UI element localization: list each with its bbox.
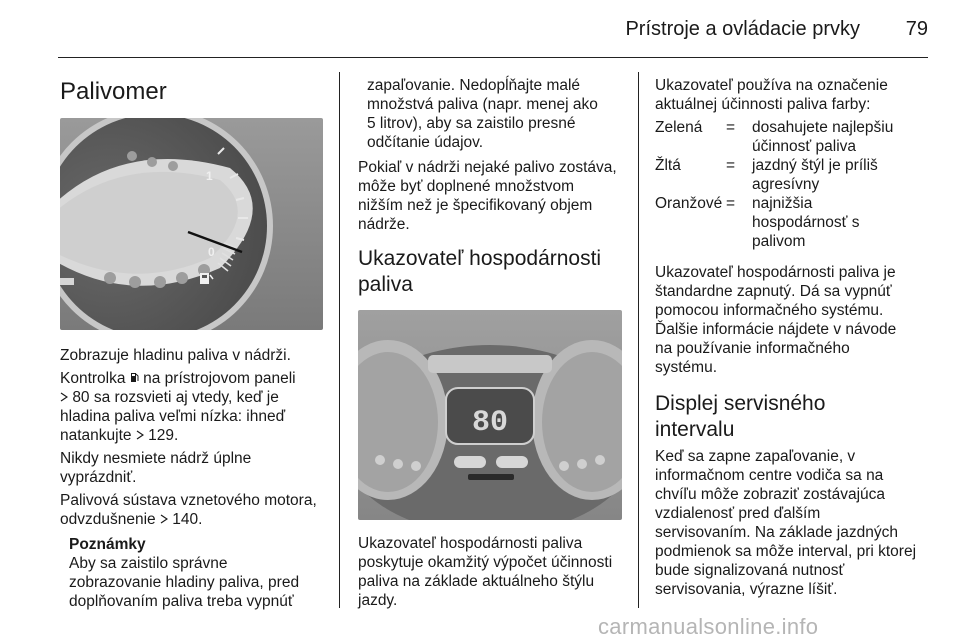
paragraph: Pokiaľ v nádrži nejaké palivo zostáva, môže byť doplnené množstvom nižším než je špecifikovaný objem nádrže. <box>358 159 617 233</box>
fuel-gauge-image <box>60 118 323 330</box>
column-1 <box>60 72 325 611</box>
color-definition-row: Zelená = dosahujete najlepšiu účinnosť paliva <box>655 119 894 155</box>
section-heading-fuel-economy: Ukazovateľ hospodárnosti paliva <box>358 247 602 296</box>
reference-arrow-icon <box>136 426 144 445</box>
paragraph: Ukazovateľ hospodárnosti paliva poskytuje okamžitý výpočet účinnosti paliva na základe aktuálneho štýlu jazdy. <box>358 535 613 609</box>
page-number: 79 <box>905 18 928 40</box>
column-3 <box>655 72 925 599</box>
gauge-full-mark: 1 <box>206 169 213 183</box>
note-box: Poznámky Aby sa zaistilo správne zobrazovanie hladiny paliva, pred doplňovaním paliva treba vypnúť <box>60 535 325 611</box>
color-definition-list <box>655 118 925 251</box>
display-digits: 80 <box>472 406 509 440</box>
section-heading-fuel-gauge: Palivomer <box>60 78 167 105</box>
paragraph: Nikdy nesmiete nádrž úplne vyprázdniť. <box>60 450 252 486</box>
paragraph: Kontrolka na prístrojovom paneli 80 sa rozsvieti aj vtedy, keď je hladina paliva veľmi nízka: ihneď natankujte 129. <box>60 370 296 444</box>
paragraph: Palivová sústava vznetového motora, odvzdušnenie 140. <box>60 492 317 528</box>
paragraph: Ukazovateľ hospodárnosti paliva je štandardne zapnutý. Dá sa vypnúť pomocou informačného systému. Ďalšie informácie nájdete v návode na používanie informačného systému. <box>655 264 897 376</box>
paragraph: Keď sa zapne zapaľovanie, v informačnom centre vodiča sa na chvíľu môže zobraziť zostávajúca vzdialenosť pred ďalším servisovaním. Na základe jazdných podmienok sa môže interval, pri ktorej bude signalizovaná nutnosť servisovania, výrazne líšiť. <box>655 448 917 598</box>
fuel-economy-bar <box>468 474 514 480</box>
oil-change-indicator <box>454 456 486 468</box>
reference-arrow-icon <box>160 510 168 529</box>
fuel-pump-icon <box>130 369 139 388</box>
gauge-empty-mark: 0 <box>208 245 215 259</box>
color-definition-row: Oranžové = najnižšia hospodárnosť s palivom <box>655 195 860 250</box>
section-heading-service-interval: Displej servisného intervalu <box>655 392 826 441</box>
column-rule-2 <box>638 72 639 608</box>
fuel-gauge-illustration <box>60 118 323 330</box>
note-title: Poznámky <box>69 536 146 553</box>
header-title: Prístroje a ovládacie prvky <box>625 18 860 40</box>
watermark: carmanualsonline.info <box>598 614 819 639</box>
paragraph: Zobrazuje hladinu paliva v nádrži. <box>60 347 291 364</box>
fuel-economy-display-image <box>358 310 622 520</box>
color-definition-row: Žltá = jazdný štýl je príliš agresívny <box>655 157 878 193</box>
column-2 <box>358 72 626 610</box>
service-wrench-indicator <box>496 456 528 468</box>
paragraph: Ukazovateľ používa na označenie aktuálnej účinnosti paliva farby: <box>655 77 888 113</box>
note-box-continued: zapaľovanie. Nedopĺňajte malé množstvá paliva (napr. menej ako 5 litrov), aby sa zaistilo presné odčítanie údajov. <box>367 77 598 151</box>
column-rule-1 <box>339 72 340 608</box>
header-rule <box>58 57 928 58</box>
dashboard-display-illustration <box>358 310 622 520</box>
reference-arrow-icon <box>60 388 68 407</box>
